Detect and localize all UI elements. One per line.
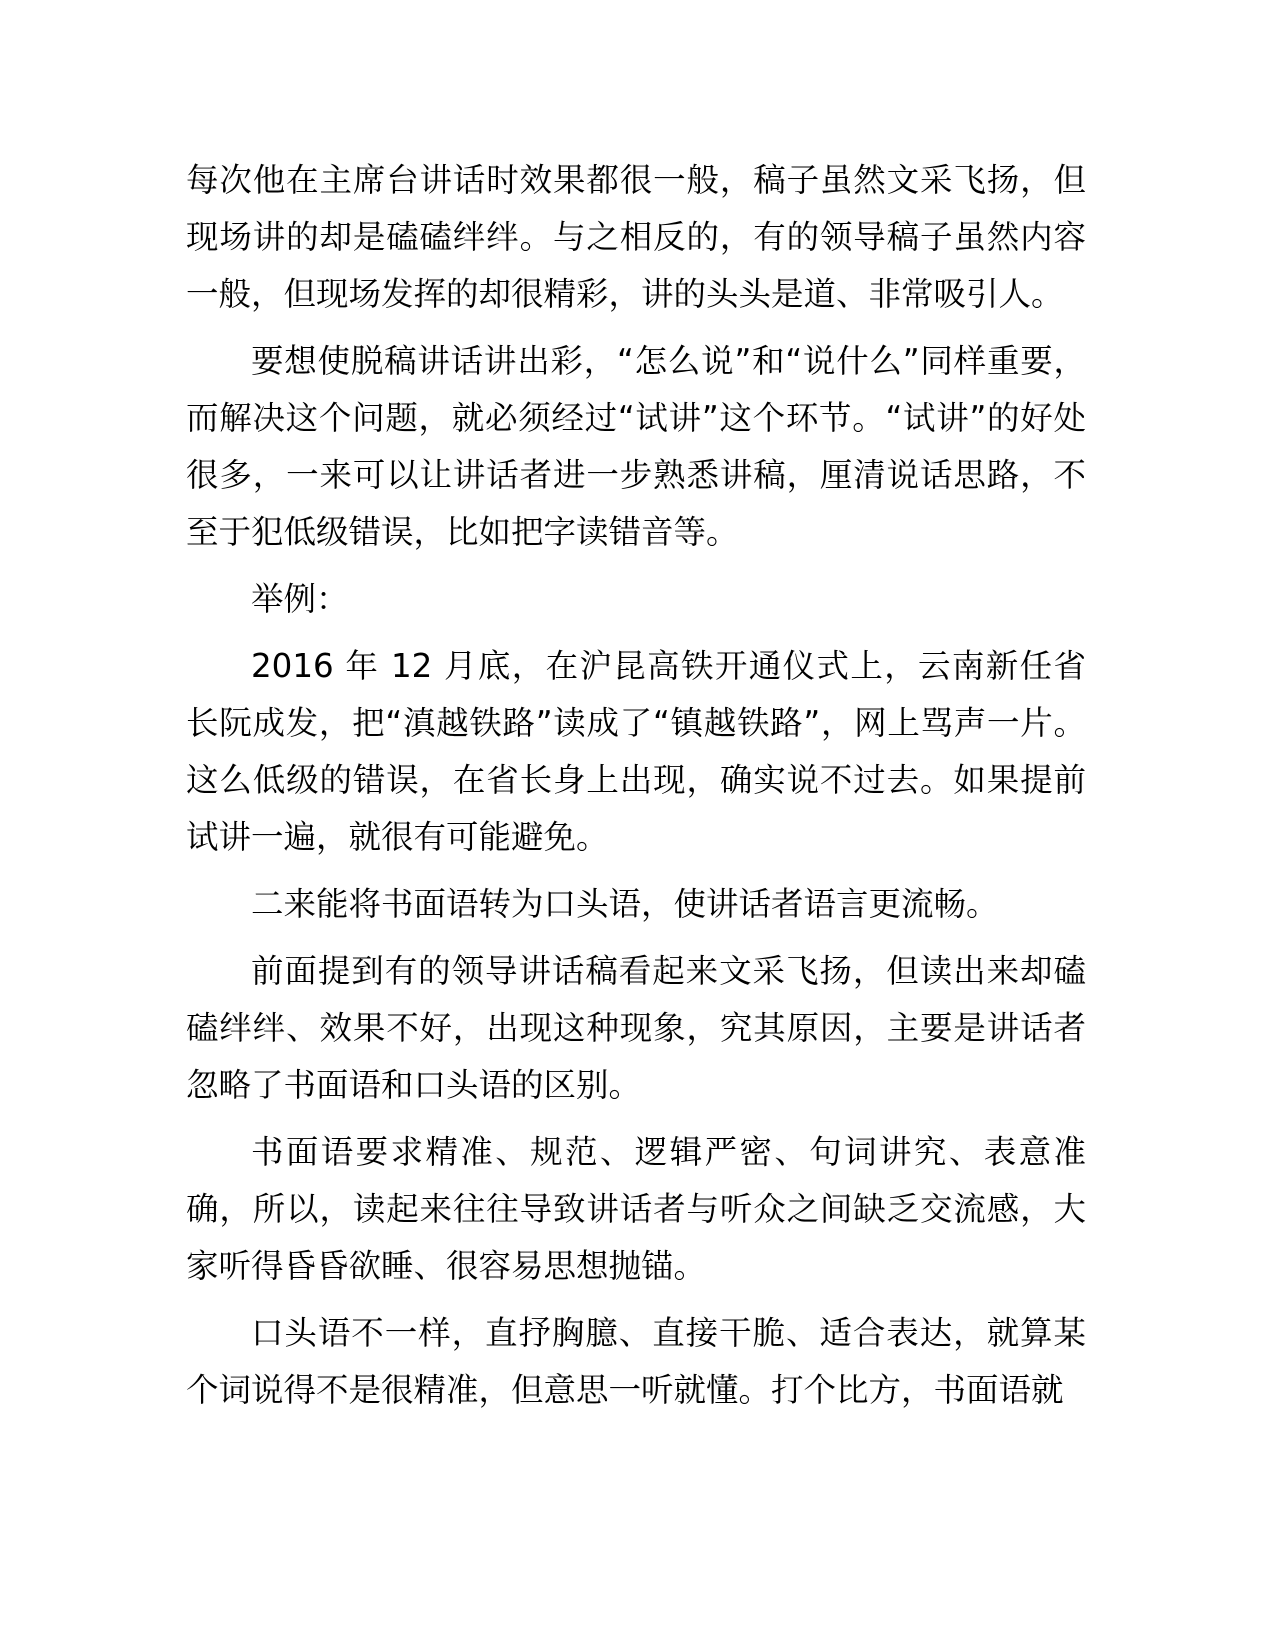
- paragraph-5: 二来能将书面语转为口头语，使讲话者语言更流畅。: [251, 885, 999, 923]
- paragraph-6: 前面提到有的领导讲话稿看起来文采飞扬，但读出来却磕磕绊绊、效果不好，出现这种现象，究其原因，主要是讲话者忽略了书面语和口头语的区别。: [186, 952, 1086, 1104]
- document-body: [186, 152, 1086, 1429]
- paragraph-4: 2016 年 12 月底，在沪昆高铁开通仪式上，云南新任省长阮成发，把“滇越铁路”读成了“镇越铁路”，网上骂声一片。这么低级的错误，在省长身上出现，确实说不过去。如果提前试讲一遍，就很有可能避免。: [186, 647, 1086, 856]
- paragraph-1: 每次他在主席台讲话时效果都很一般，稿子虽然文采飞扬，但现场讲的却是磕磕绊绊。与之相反的，有的领导稿子虽然内容一般，但现场发挥的却很精彩，讲的头头是道、非常吸引人。: [186, 161, 1086, 313]
- paragraph-3: 举例：: [251, 580, 349, 618]
- paragraph-7: 书面语要求精准、规范、逻辑严密、句词讲究、表意准确，所以，读起来往往导致讲话者与听众之间缺乏交流感，大家听得昏昏欲睡、很容易思想抛锚。: [186, 1133, 1086, 1285]
- paragraph-2: 要想使脱稿讲话讲出彩，“怎么说”和“说什么”同样重要，而解决这个问题，就必须经过“试讲”这个环节。“试讲”的好处很多，一来可以让讲话者进一步熟悉讲稿，厘清说话思路，不至于犯低级错误，比如把字读错音等。: [186, 342, 1086, 551]
- paragraph-8: 口头语不一样，直抒胸臆、直接干脆、适合表达，就算某个词说得不是很精准，但意思一听就懂。打个比方，书面语就: [186, 1314, 1086, 1409]
